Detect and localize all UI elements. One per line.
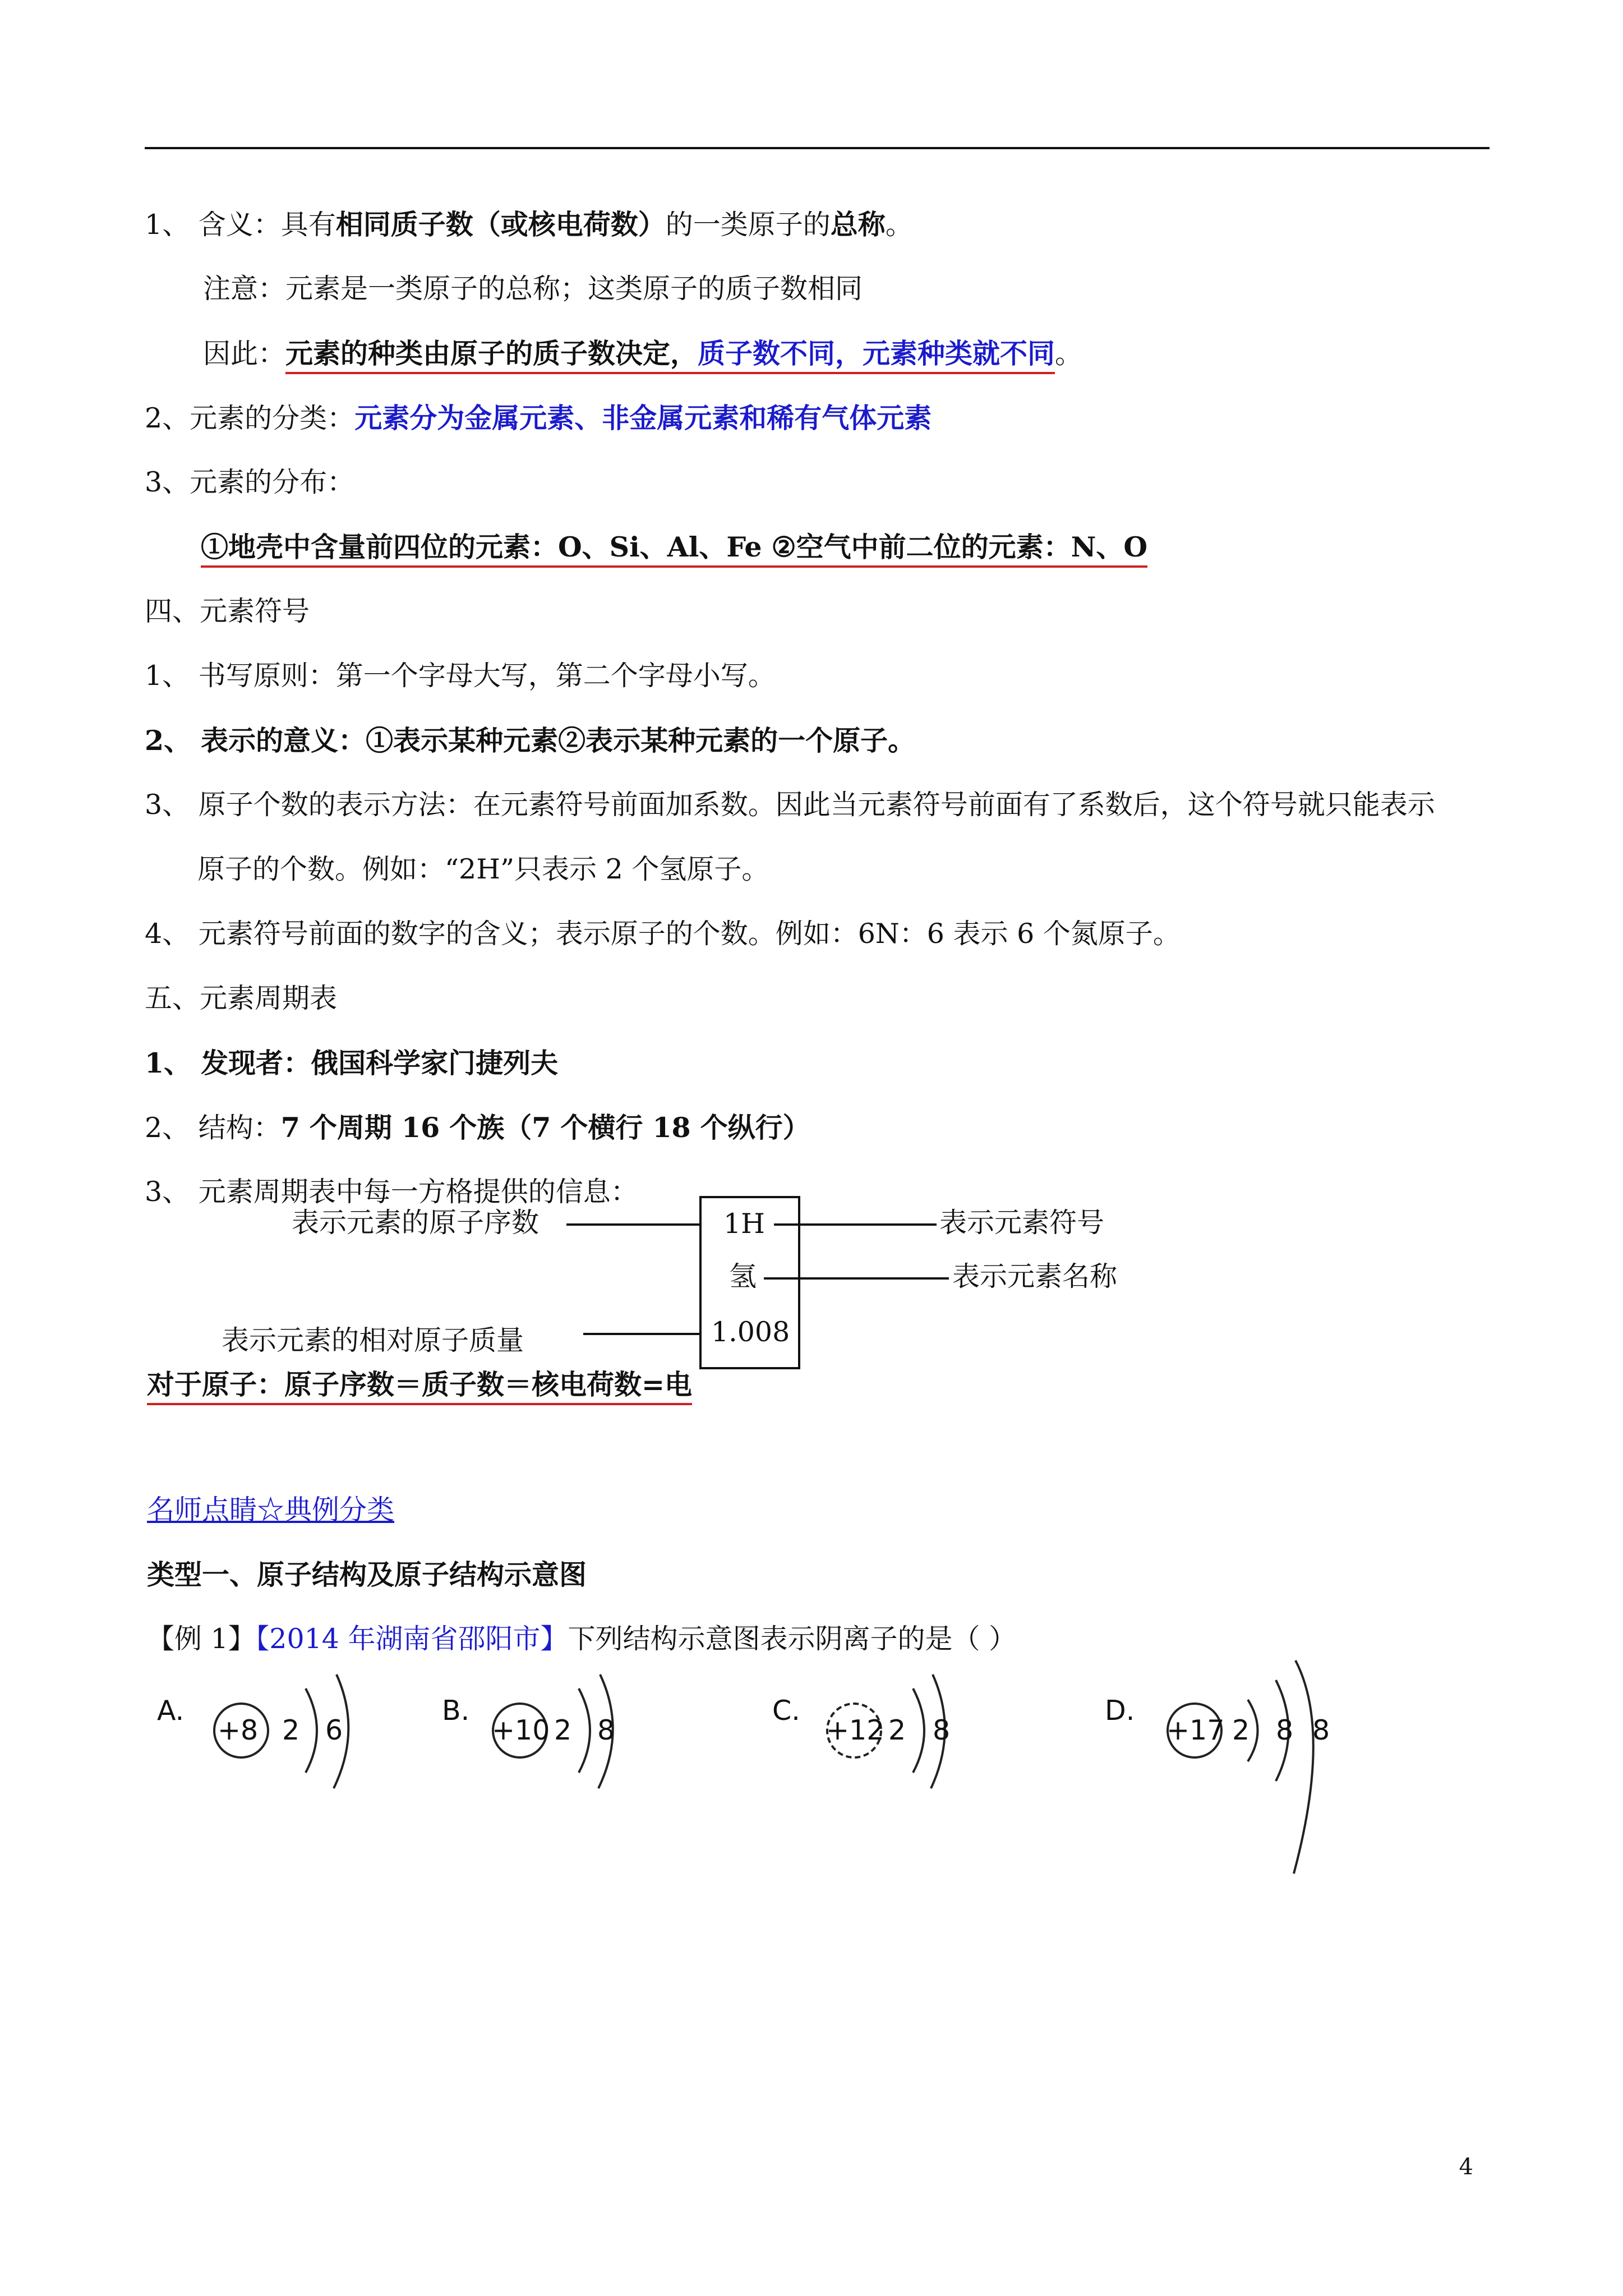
connector-symbol [774, 1223, 937, 1226]
therefore-prefix: 因此： [203, 338, 286, 370]
classification-text: 元素分为金属元素、非金属元素和稀有气体元素 [354, 402, 932, 434]
option-a-atom-diagram [210, 1688, 367, 1795]
therefore-end: 。 [1055, 338, 1083, 370]
label-atomic-number: 表示元素的原子序数 [292, 1207, 540, 1239]
option-b-atom-diagram [489, 1688, 646, 1795]
page-number: 4 [1459, 2154, 1473, 2180]
option-a-shell-2: 6 [325, 1714, 343, 1746]
definition-end: 。 [885, 209, 913, 241]
symbol-rule-3a: 3、 原子个数的表示方法：在元素符号前面加系数。因此当元素符号前面有了系数后，这个符号就只能表示 [145, 789, 1435, 821]
periodic-discoverer: 1、 发现者：俄国科学家门捷列夫 [145, 1047, 559, 1079]
label-mass: 表示元素的相对原子质量 [222, 1324, 524, 1356]
definition-prefix: 1、 含义：具有 [145, 209, 336, 241]
symbol-rule-2: 2、 表示的意义：①表示某种元素②表示某种元素的一个原子。 [145, 724, 916, 757]
note-line: 注意：元素是一类原子的总称；这类原子的质子数相同 [203, 273, 863, 305]
example-1-source: 【2014 年湖南省邵阳市】 [255, 1623, 568, 1655]
element-mass: 1.008 [711, 1316, 790, 1348]
option-b-shell-2: 8 [597, 1714, 615, 1746]
examples-link[interactable]: 名师点睛☆典例分类 [147, 1494, 395, 1526]
option-d-nucleus: +17 [1166, 1714, 1225, 1746]
therefore-line [203, 337, 1082, 371]
example-1-prefix: 【例 1】 [147, 1623, 256, 1655]
periodic-structure [145, 1111, 810, 1145]
distribution-detail [201, 530, 1147, 564]
option-b-label[interactable]: B. [442, 1695, 470, 1727]
structure-prefix: 2、 结构： [145, 1112, 281, 1144]
option-b-shell-1: 2 [554, 1714, 572, 1746]
option-d-label[interactable]: D. [1105, 1695, 1135, 1727]
examples-link-line[interactable] [147, 1493, 394, 1527]
definition-line [145, 208, 913, 242]
option-d-shell-2: 8 [1276, 1714, 1294, 1746]
structure-text: 7 个周期 16 个族（7 个横行 18 个纵行） [280, 1111, 810, 1144]
section-4-title: 四、元素符号 [145, 595, 310, 627]
option-a-shell-1: 2 [282, 1714, 300, 1746]
option-c-atom-diagram [823, 1688, 980, 1795]
atom-rule-text: 对于原子：原子序数＝质子数＝核电荷数=电 [147, 1368, 692, 1405]
option-d-atom-diagram [1164, 1688, 1354, 1879]
connector-atomic-number [566, 1223, 699, 1226]
option-a-label[interactable]: A. [157, 1695, 185, 1727]
option-d-shell-1: 2 [1232, 1714, 1250, 1746]
therefore-part-b: 质子数不同，元素种类就不同 [698, 337, 1055, 370]
option-d-shell-3: 8 [1312, 1714, 1330, 1746]
option-c-shell-2: 8 [933, 1714, 951, 1746]
option-c-shell-1: 2 [888, 1714, 906, 1746]
label-symbol: 表示元素符号 [939, 1207, 1105, 1239]
atom-rule-line [147, 1368, 692, 1401]
classification-prefix: 2、元素的分类： [145, 402, 355, 434]
example-1-line [147, 1622, 1016, 1656]
definition-mid: 的一类原子的 [665, 209, 831, 241]
option-a-nucleus: +8 [218, 1714, 259, 1746]
distribution-line: 3、元素的分布： [145, 466, 355, 498]
distribution-detail-text: ①地壳中含量前四位的元素：O、Si、Al、Fe ②空气中前二位的元素：N、O [201, 531, 1147, 568]
option-c-nucleus: +12 [826, 1714, 884, 1746]
element-name: 氢 [729, 1260, 757, 1292]
element-symbol: 1H [723, 1208, 765, 1240]
option-c-label[interactable]: C. [772, 1695, 800, 1727]
definition-bold-1: 相同质子数（或核电荷数） [335, 208, 666, 241]
connector-mass [583, 1333, 699, 1335]
periodic-cell-info: 3、 元素周期表中每一方格提供的信息： [145, 1176, 638, 1208]
symbol-rule-1: 1、 书写原则：第一个字母大写，第二个字母小写。 [145, 660, 776, 692]
example-1-question: 下列结构示意图表示阴离子的是（ ） [568, 1623, 1017, 1655]
symbol-rule-4: 4、 元素符号前面的数字的含义；表示原子的个数。例如：6N：6 表示 6 个氮原子。 [145, 918, 1181, 950]
classification-line [145, 401, 932, 435]
option-b-nucleus: +10 [492, 1714, 550, 1746]
therefore-part-a: 元素的种类由原子的质子数决定， [285, 337, 698, 370]
symbol-rule-3b: 原子的个数。例如：“2H”只表示 2 个氢原子。 [197, 853, 769, 885]
definition-bold-2: 总称 [830, 208, 886, 241]
connector-name [764, 1277, 949, 1280]
section-5-title: 五、元素周期表 [145, 982, 338, 1014]
type-1-heading: 类型一、原子结构及原子结构示意图 [147, 1558, 587, 1591]
header-rule [145, 147, 1490, 149]
label-name: 表示元素名称 [952, 1260, 1118, 1292]
